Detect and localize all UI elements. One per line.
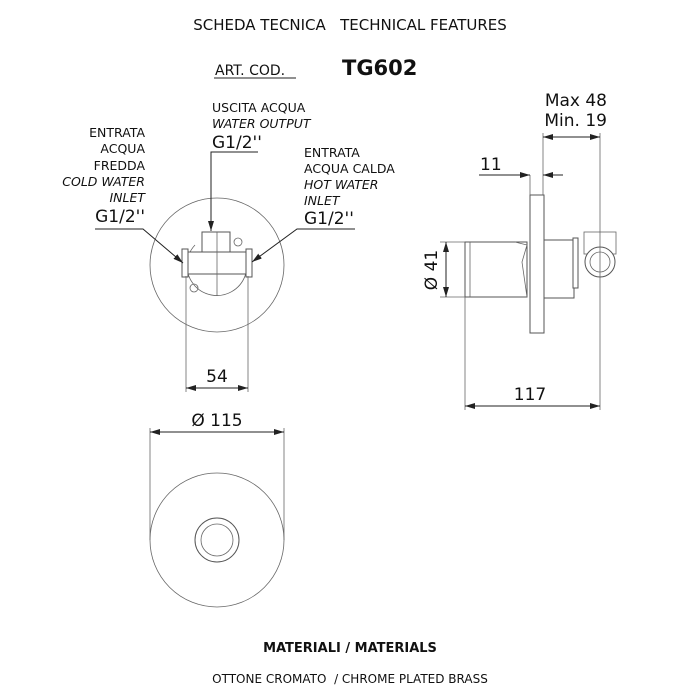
dim-plate-11: 11 [480, 155, 502, 175]
cold-inlet-thread: G1/2'' [95, 207, 145, 227]
side-view [422, 91, 616, 410]
dim-diameter-41: Ø 41 [422, 249, 442, 291]
dim-max-48: Max 48 [544, 91, 607, 111]
output-thread: G1/2'' [212, 133, 262, 153]
art-cod-label: ART. COD. [215, 63, 286, 79]
cold-inlet-line-4: COLD WATER [62, 174, 145, 189]
output-line-2: WATER OUTPUT [212, 116, 311, 131]
art-cod-value: TG602 [342, 56, 418, 80]
cold-inlet-line-5: INLET [109, 190, 145, 205]
front-view [62, 100, 395, 392]
side-body [465, 242, 527, 297]
cold-inlet-line-3: FREDDA [93, 158, 145, 173]
output-line-1: USCITA ACQUA [212, 100, 306, 115]
cold-inlet-line-2: ACQUA [100, 141, 145, 156]
cold-inlet-line-1: ENTRATA [89, 125, 145, 140]
hot-inlet-line-1: ENTRATA [304, 145, 360, 160]
materials-heading: MATERIALI / MATERIALS [263, 641, 437, 656]
dim-min-19: Min. 19 [544, 111, 607, 131]
side-plate [530, 195, 544, 333]
hot-inlet-thread: G1/2'' [304, 209, 354, 229]
hot-inlet-line-4: INLET [304, 193, 340, 208]
dim-diameter-115: Ø 115 [191, 411, 243, 431]
hot-inlet-line-3: HOT WATER [304, 177, 379, 192]
dim-length-117: 117 [513, 385, 547, 405]
rear-view [150, 411, 284, 607]
materials-value: OTTONE CROMATO / CHROME PLATED BRASS [212, 672, 488, 686]
dim-width-54: 54 [206, 367, 228, 387]
sheet-title: SCHEDA TECNICA TECHNICAL FEATURES [193, 16, 507, 34]
hot-inlet-line-2: ACQUA CALDA [304, 161, 395, 176]
